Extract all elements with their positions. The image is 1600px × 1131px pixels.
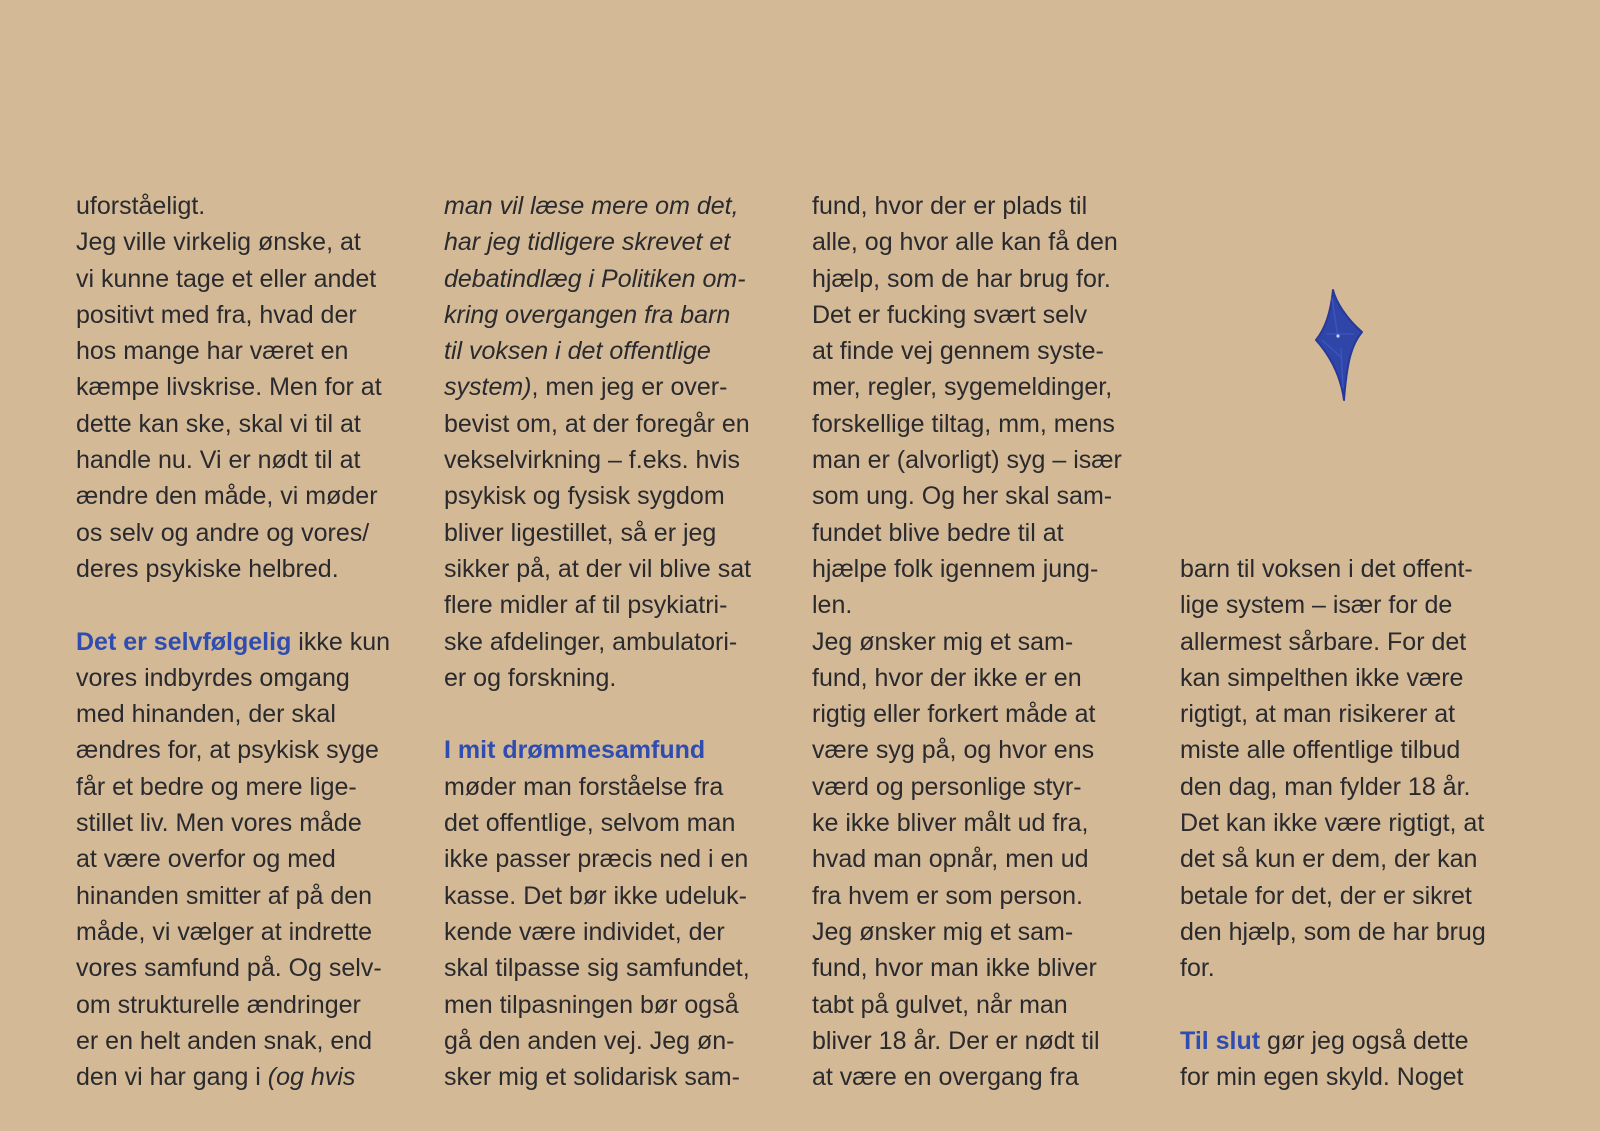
text-line: [1180, 1023, 1532, 1059]
text-line: [444, 369, 796, 405]
text-line: [76, 696, 428, 732]
body-text: vores samfund på. Og selv-: [76, 954, 382, 983]
text-line: [444, 841, 796, 877]
body-text: barn til voksen i det offent-: [1180, 555, 1473, 583]
body-text: man er (alvorligt) syg – især: [812, 446, 1122, 475]
body-text: rigtig eller forkert måde at: [812, 700, 1096, 729]
text-line: [444, 515, 796, 551]
text-line: [444, 769, 796, 805]
body-text: måde, vi vælger at indrette: [76, 917, 372, 946]
body-text: forskellige tiltag, mm, mens: [812, 409, 1115, 438]
body-text: mer, regler, sygemeldinger,: [812, 373, 1113, 402]
text-line: [1180, 696, 1532, 732]
text-line: [76, 515, 428, 551]
text-line: [812, 188, 1164, 224]
body-text: hjælp, som de har brug for.: [812, 264, 1111, 293]
text-line: [812, 950, 1164, 986]
body-text: fund, hvor der ikke er en: [812, 663, 1082, 692]
lead-in-highlight: Det er selvfølgelig: [76, 627, 292, 656]
body-text: ikke passer præcis ned i en: [444, 845, 749, 874]
body-text: deres psykiske helbred.: [76, 554, 339, 583]
text-line: [444, 478, 796, 514]
text-line: [812, 333, 1164, 369]
body-text: gør jeg også dette: [1260, 1026, 1469, 1055]
body-text: at være overfor og med: [76, 845, 336, 874]
body-text: Det er fucking svært selv: [812, 300, 1088, 329]
body-text: Det kan ikke være rigtigt, at: [1180, 809, 1485, 838]
text-column-4: [1180, 551, 1532, 1095]
text-line: [812, 515, 1164, 551]
text-line: [812, 696, 1164, 732]
paragraph-gap: [444, 696, 796, 732]
text-line: [812, 297, 1164, 333]
text-line: [812, 660, 1164, 696]
text-column-2: [444, 188, 796, 1095]
text-line: [444, 878, 796, 914]
body-text: os selv og andre og vores/: [76, 518, 370, 547]
body-text: være syg på, og hvor ens: [812, 736, 1095, 765]
body-text: for min egen skyld. Noget: [1180, 1063, 1464, 1092]
text-line: [444, 297, 796, 333]
body-text: fund, hvor man ikke bliver: [812, 954, 1097, 983]
text-line: [76, 1059, 428, 1095]
body-text: er en helt anden snak, end: [76, 1026, 373, 1055]
body-text: kende være individet, der: [444, 917, 725, 946]
text-column-3: [812, 188, 1164, 1095]
body-text: fundet blive bedre til at: [812, 518, 1064, 547]
text-line: [812, 261, 1164, 297]
body-text: med hinanden, der skal: [76, 700, 336, 729]
text-line: [76, 914, 428, 950]
text-line: [76, 878, 428, 914]
text-line: [444, 442, 796, 478]
body-text: det så kun er dem, der kan: [1180, 845, 1478, 874]
body-text: vi kunne tage et eller andet: [76, 264, 377, 293]
body-text: det offentlige, selvom man: [444, 809, 736, 838]
body-text: allermest sårbare. For det: [1180, 627, 1467, 656]
body-text: ændres for, at psykisk syge: [76, 736, 379, 765]
text-column-1: [76, 188, 428, 1095]
body-text: ske afdelinger, ambulatori-: [444, 627, 738, 656]
text-line: [76, 478, 428, 514]
italic-text: debatindlæg i Politiken om-: [444, 264, 746, 293]
text-line: [76, 406, 428, 442]
text-line: [1180, 769, 1532, 805]
text-line: [1180, 914, 1532, 950]
body-text: alle, og hvor alle kan få den: [812, 228, 1118, 257]
body-text: miste alle offentlige tilbud: [1180, 736, 1461, 765]
text-line: [76, 732, 428, 768]
italic-text: har jeg tidligere skrevet et: [444, 228, 731, 257]
text-line: [444, 333, 796, 369]
text-line: [812, 406, 1164, 442]
body-text: sker mig et solidarisk sam-: [444, 1063, 740, 1092]
body-text: betale for det, der er sikret: [1180, 881, 1472, 910]
body-text: den vi har gang i: [76, 1063, 268, 1092]
text-line: [1180, 841, 1532, 877]
body-text: ke ikke bliver målt ud fra,: [812, 809, 1089, 838]
text-line: [444, 950, 796, 986]
star-doodle-icon: [1314, 288, 1374, 408]
text-line: [1180, 805, 1532, 841]
body-text: den hjælp, som de har brug: [1180, 917, 1486, 946]
italic-text: (og hvis: [267, 1063, 356, 1092]
text-line: [1180, 732, 1532, 768]
text-line: [444, 624, 796, 660]
text-line: [76, 551, 428, 587]
text-line: [1180, 660, 1532, 696]
text-line: [812, 224, 1164, 260]
body-text: Jeg ønsker mig et sam-: [812, 627, 1074, 656]
body-text: tabt på gulvet, når man: [812, 990, 1068, 1019]
text-line: [76, 333, 428, 369]
body-text: sikker på, at der vil blive sat: [444, 554, 752, 583]
text-line: [812, 987, 1164, 1023]
body-text: positivt med fra, hvad der: [76, 300, 357, 329]
text-line: [1180, 1059, 1532, 1095]
text-line: [444, 224, 796, 260]
text-line: [76, 805, 428, 841]
body-text: at finde vej gennem syste-: [812, 337, 1104, 366]
text-line: [76, 1023, 428, 1059]
body-text: gå den anden vej. Jeg øn-: [444, 1026, 735, 1055]
star-doodle-dot: [1336, 334, 1339, 337]
text-line: [812, 369, 1164, 405]
body-text: kæmpe livskrise. Men for at: [76, 373, 382, 402]
body-text: psykisk og fysisk sygdom: [444, 482, 725, 511]
body-text: hinanden smitter af på den: [76, 881, 373, 910]
lead-in-highlight: I mit drømmesamfund: [444, 736, 706, 765]
text-line: [812, 914, 1164, 950]
text-line: [76, 442, 428, 478]
italic-text: til voksen i det offentlige: [444, 337, 711, 366]
text-line: [76, 987, 428, 1023]
body-text: fra hvem er som person.: [812, 881, 1083, 910]
body-text: kan simpelthen ikke være: [1180, 663, 1464, 692]
text-line: [76, 369, 428, 405]
text-line: [444, 587, 796, 623]
body-text: skal tilpasse sig samfundet,: [444, 954, 750, 983]
text-line: [812, 769, 1164, 805]
text-line: [76, 841, 428, 877]
text-line: [76, 624, 428, 660]
body-text: hvad man opnår, men ud: [812, 845, 1089, 874]
text-line: [812, 878, 1164, 914]
body-text: kasse. Det bør ikke udeluk-: [444, 881, 747, 910]
text-line: [444, 188, 796, 224]
body-text: len.: [812, 591, 853, 620]
text-line: [444, 1023, 796, 1059]
body-text: flere midler af til psykiatri-: [444, 591, 728, 620]
body-text: vores indbyrdes omgang: [76, 663, 350, 692]
text-line: [444, 732, 796, 768]
body-text: Jeg ønsker mig et sam-: [812, 917, 1074, 946]
italic-text: kring overgangen fra barn: [444, 300, 731, 329]
body-text: den dag, man fylder 18 år.: [1180, 772, 1471, 801]
text-line: [444, 261, 796, 297]
body-text: møder man forståelse fra: [444, 772, 724, 801]
text-line: [1180, 551, 1532, 587]
italic-text: man vil læse mere om det,: [444, 192, 739, 220]
body-text: ændre den måde, vi møder: [76, 482, 378, 511]
star-doodle-shape: [1316, 290, 1362, 400]
text-line: [812, 587, 1164, 623]
text-line: [76, 188, 428, 224]
text-line: [444, 987, 796, 1023]
text-line: [444, 914, 796, 950]
paragraph-gap: [76, 587, 428, 623]
text-line: [76, 261, 428, 297]
text-line: [444, 805, 796, 841]
text-line: [444, 660, 796, 696]
italic-text: system): [444, 373, 532, 402]
body-text: for.: [1180, 954, 1215, 983]
body-text: får et bedre og mere lige-: [76, 772, 357, 801]
lead-in-highlight: Til slut: [1180, 1026, 1261, 1055]
text-line: [812, 732, 1164, 768]
text-line: [76, 769, 428, 805]
paragraph-gap: [1180, 987, 1532, 1023]
body-text: som ung. Og her skal sam-: [812, 482, 1113, 511]
text-line: [812, 624, 1164, 660]
body-text: rigtigt, at man risikerer at: [1180, 700, 1456, 729]
text-line: [1180, 624, 1532, 660]
body-text: bevist om, at der foregår en: [444, 409, 750, 438]
body-text: at være en overgang fra: [812, 1063, 1079, 1092]
text-line: [812, 805, 1164, 841]
body-text: lige system – især for de: [1180, 591, 1453, 620]
body-text: men tilpasningen bør også: [444, 990, 739, 1019]
body-text: er og forskning.: [444, 663, 617, 692]
body-text: uforståeligt.: [76, 192, 206, 220]
text-line: [812, 1023, 1164, 1059]
text-line: [812, 551, 1164, 587]
body-text: dette kan ske, skal vi til at: [76, 409, 361, 438]
body-text: om strukturelle ændringer: [76, 990, 361, 1019]
body-text: Jeg ville virkelig ønske, at: [76, 228, 361, 257]
text-line: [444, 1059, 796, 1095]
text-line: [444, 551, 796, 587]
body-text: bliver ligestillet, så er jeg: [444, 518, 717, 547]
text-line: [76, 950, 428, 986]
text-line: [1180, 587, 1532, 623]
text-line: [812, 1059, 1164, 1095]
body-text: handle nu. Vi er nødt til at: [76, 446, 361, 475]
text-line: [812, 442, 1164, 478]
text-line: [76, 660, 428, 696]
text-line: [1180, 878, 1532, 914]
text-line: [1180, 950, 1532, 986]
text-line: [444, 406, 796, 442]
body-text: vekselvirkning – f.eks. hvis: [444, 446, 740, 475]
text-line: [76, 297, 428, 333]
body-text: ikke kun: [291, 627, 391, 656]
body-text: værd og personlige styr-: [812, 772, 1082, 801]
text-line: [812, 841, 1164, 877]
body-text: hos mange har været en: [76, 337, 349, 366]
body-text: hjælpe folk igennem jung-: [812, 554, 1099, 583]
body-text: , men jeg er over-: [531, 373, 728, 402]
body-text: fund, hvor der er plads til: [812, 192, 1088, 220]
body-text: bliver 18 år. Der er nødt til: [812, 1026, 1100, 1055]
text-line: [812, 478, 1164, 514]
body-text: stillet liv. Men vores måde: [76, 809, 362, 838]
text-line: [76, 224, 428, 260]
